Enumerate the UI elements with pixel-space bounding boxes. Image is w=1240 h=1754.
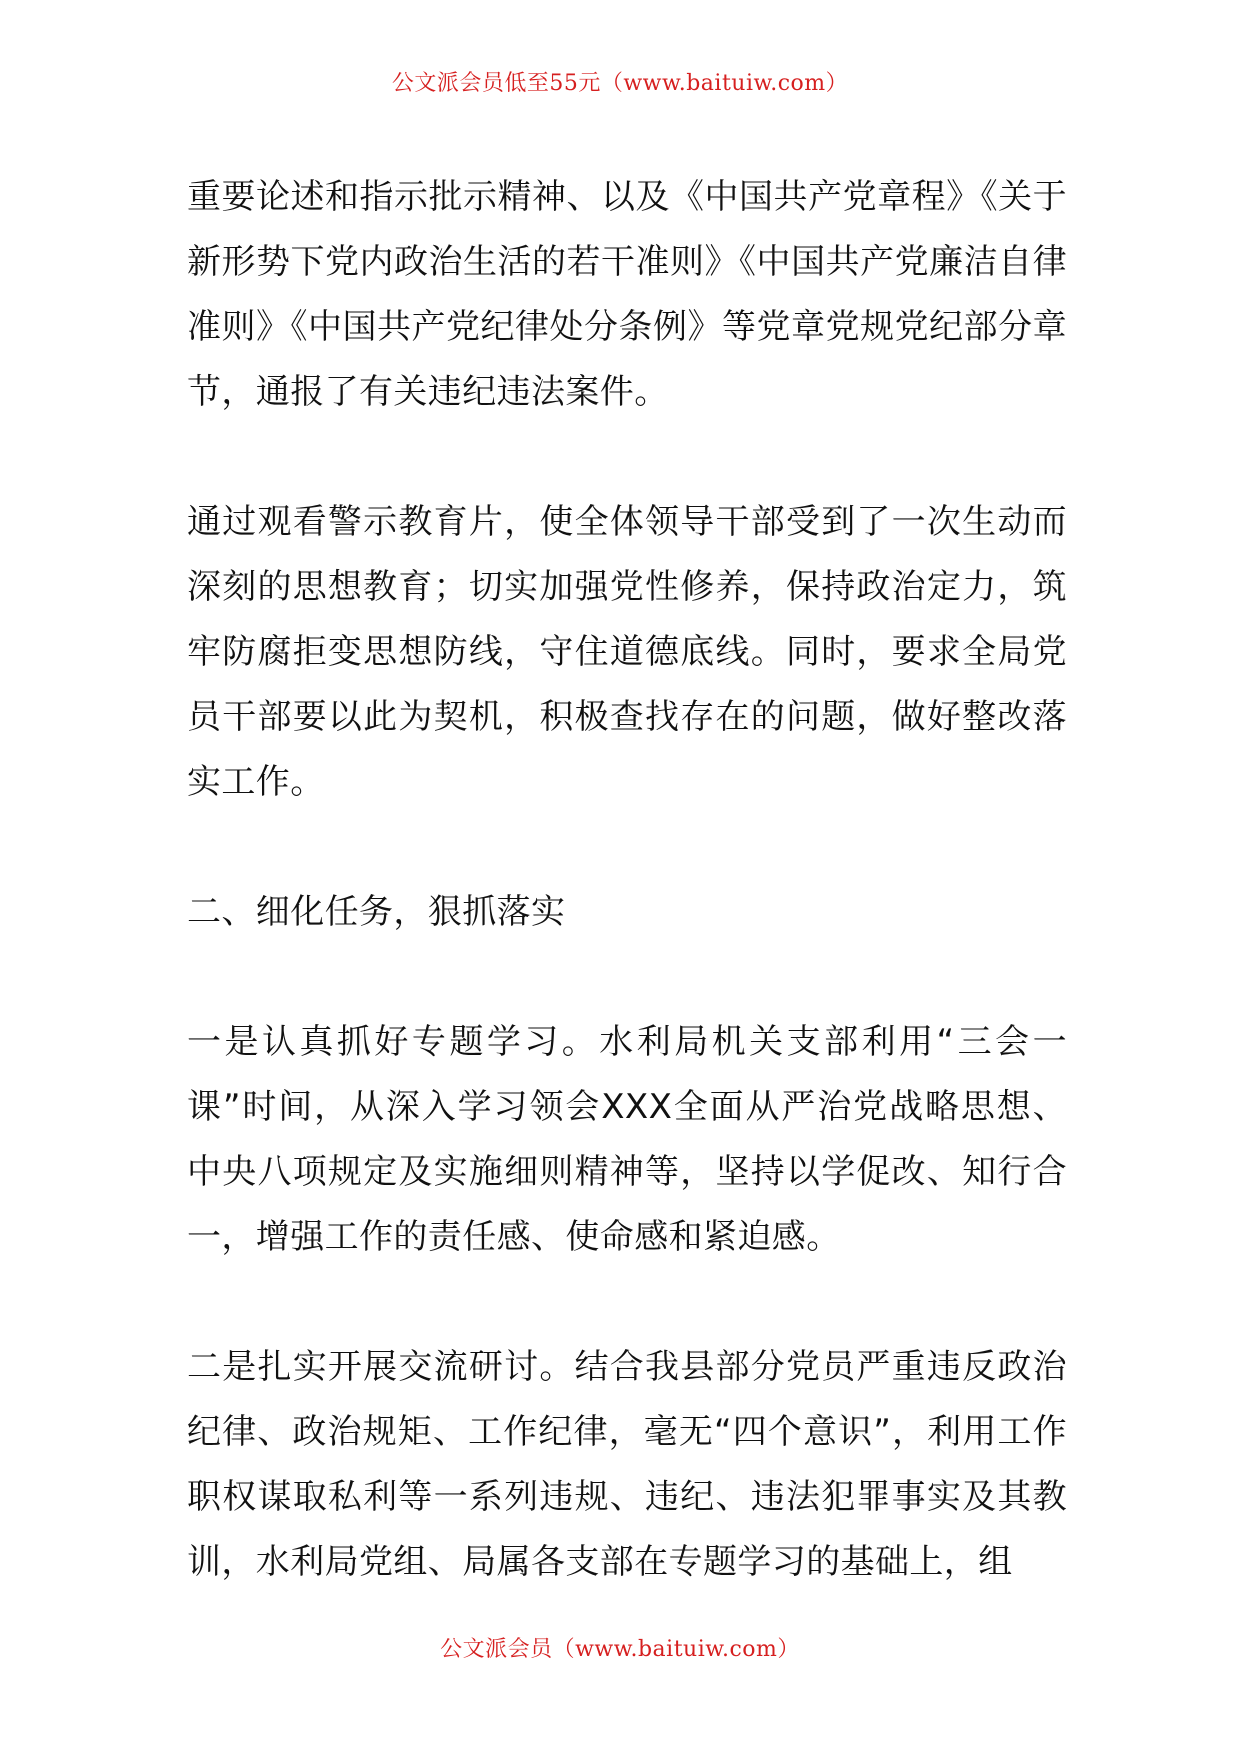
- paragraph-3: 一是认真抓好专题学习。水利局机关支部利用“三会一课”时间，从深入学习领会XXX全面从严治党战略思想、中央八项规定及实施细则精神等，坚持以学促改、知行合一，增强工作的责任感、使命感和紧迫感。: [187, 1022, 1067, 1257]
- document-body: [187, 165, 1067, 1660]
- footer-banner[interactable]: 公文派会员（www.baituiw.com）: [440, 1637, 800, 1662]
- paragraph-4: 二是扎实开展交流研讨。结合我县部分党员严重违反政治纪律、政治规矩、工作纪律，毫无“四个意识”，利用工作职权谋取私利等一系列违规、违纪、违法犯罪事实及其教训，水利局党组、局属各支部在专题学习的基础上，组: [187, 1347, 1067, 1582]
- section-heading: 二、细化任务，狠抓落实: [187, 892, 566, 932]
- paragraph-1: 重要论述和指示批示精神、以及《中国共产党章程》《关于新形势下党内政治生活的若干准则》《中国共产党廉洁自律准则》《中国共产党纪律处分条例》等党章党规党纪部分章节，通报了有关违纪违法案件。: [187, 177, 1067, 412]
- paragraph-2: 通过观看警示教育片，使全体领导干部受到了一次生动而深刻的思想教育；切实加强党性修养，保持政治定力，筑牢防腐拒变思想防线，守住道德底线。同时，要求全局党员干部要以此为契机，积极查找存在的问题，做好整改落实工作。: [187, 502, 1067, 802]
- header-banner[interactable]: 公文派会员低至55元（www.baituiw.com）: [391, 71, 849, 96]
